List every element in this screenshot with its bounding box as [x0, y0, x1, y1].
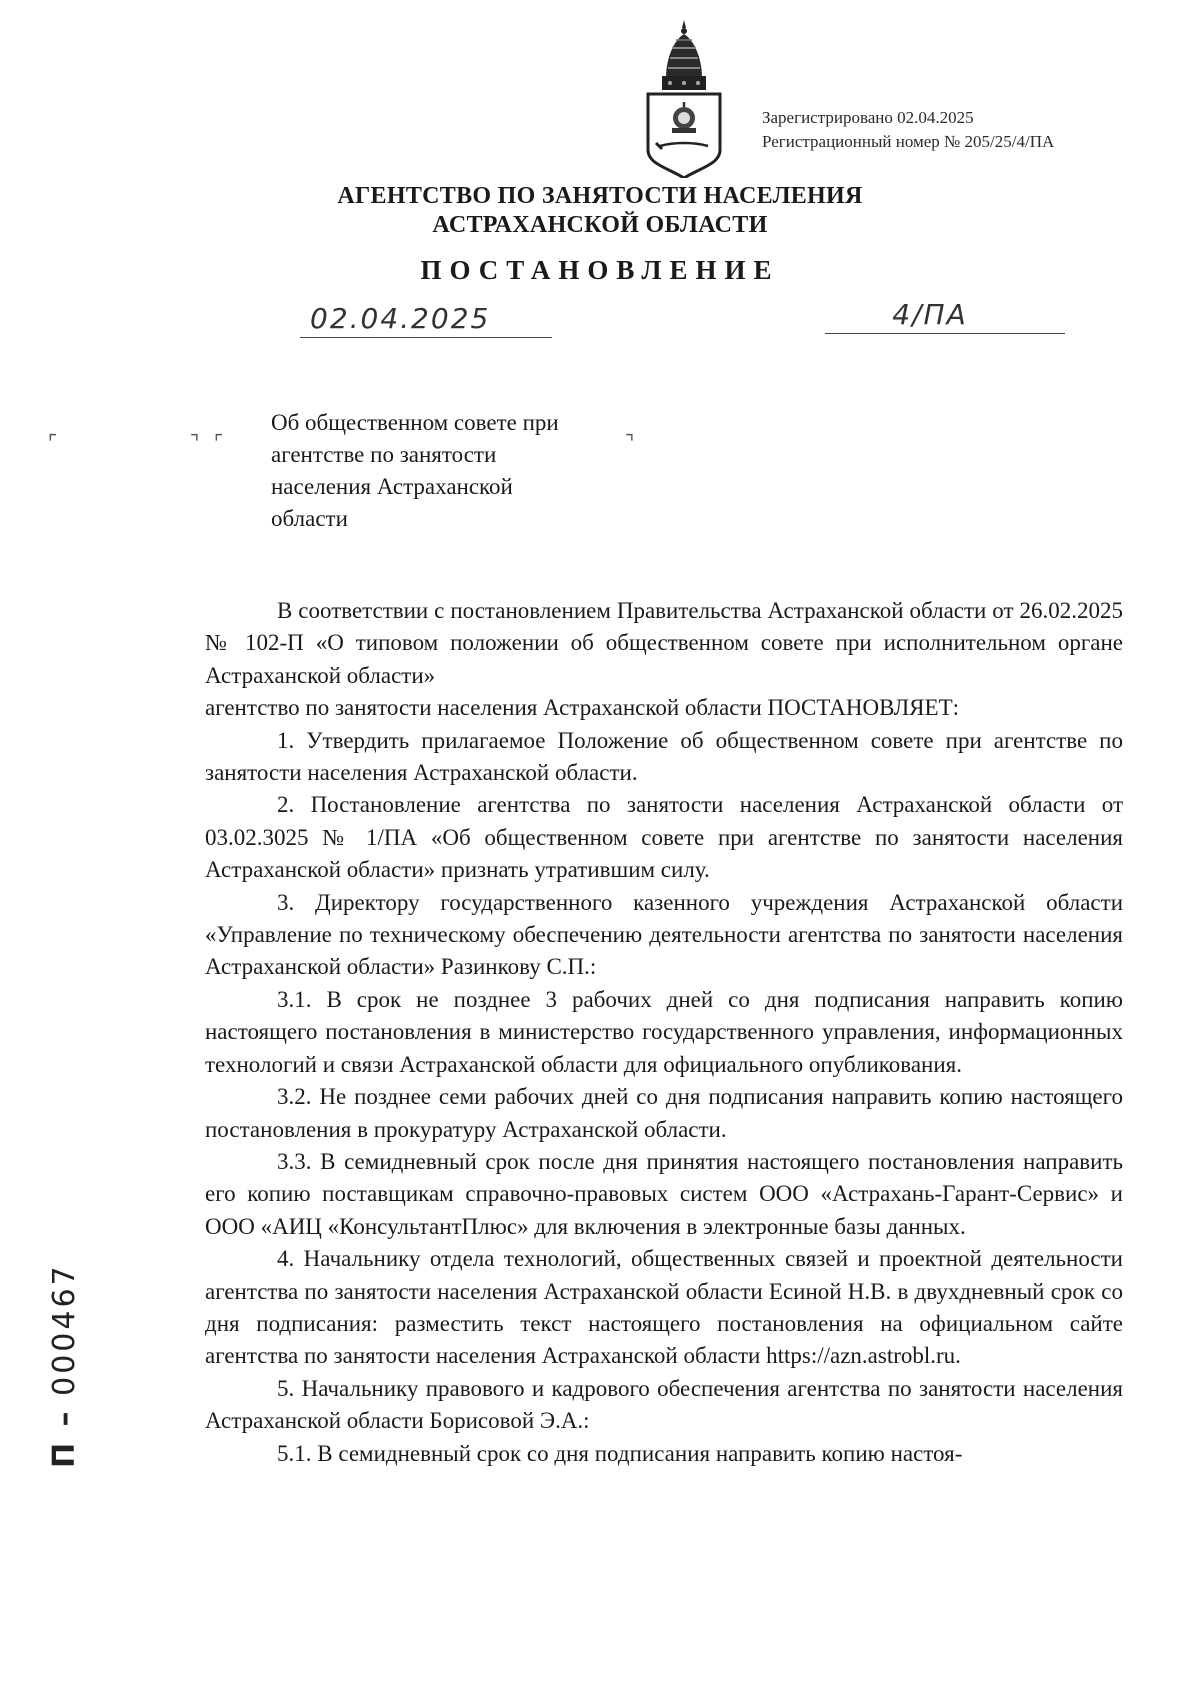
clause-5-1: 5.1. В семидневный срок со дня подписания направить копию настоя-: [277, 1440, 963, 1466]
corner-mark-middle-left: ⌜: [214, 430, 224, 454]
preamble-paragraph: В соответствии с постановлением Правительства Астраханской области от 26.02.2025 № 102-П «О типовом положении об общественном совете при исполнительном органе Астраханской области»: [205, 598, 1123, 688]
registration-number: Регистрационный номер № 205/25/4/ПА: [762, 132, 1055, 151]
registration-date: Зарегистрировано 02.04.2025: [762, 108, 974, 127]
handwritten-date: 02.04.2025: [300, 302, 552, 338]
clause-3: 3. Директору государственного казенного учреждения Астраханской области «Управление по техническому обеспечению деятельности агентства по занятости населения Астраханской области» Разинкову С.П.:: [205, 889, 1123, 980]
corner-mark-middle-right: ⌝: [190, 430, 200, 454]
clause-2: 2. Постановление агентства по занятости населения Астраханской области от 03.02.3025 № 1/ПА «Об общественном совете при агентстве по занятости населения Астраханской области» признать утратившим силу.: [205, 792, 1123, 883]
clause-4: 4. Начальнику отдела технологий, общественных связей и проектной деятельности агентства по занятости населения Астраханской области Есиной Н.В. в двухдневный срок со дня подписания: разместить текст настоящего постановления на официальном сайте агентства по занятости населения Астраханской области https://azn.astrobl.ru.: [205, 1246, 1123, 1369]
document-body: [205, 595, 1123, 1470]
clause-3-3: 3.3. В семидневный срок после дня принятия настоящего постановления направить его копию поставщикам справочно-правовых систем ООО «Астрахань-Гарант-Сервис» и ООО «АИЦ «КонсультантПлюс» для включения в электронные базы данных.: [205, 1148, 1123, 1239]
subject-line: агентстве по занятости: [271, 442, 497, 467]
agency-name-line1: АГЕНТСТВО ПО ЗАНЯТОСТИ НАСЕЛЕНИЯ: [337, 183, 863, 209]
serial-value: 000467: [47, 1263, 82, 1396]
clause-3-1: 3.1. В срок не позднее 3 рабочих дней со дня подписания направить копию настоящего постановления в министерство государственного управления, информационных технологий и связи Астраханской области для официального опубликования.: [205, 986, 1123, 1077]
handwritten-document-number: 4/ПА: [825, 298, 1065, 334]
subject-line: населения Астраханской: [271, 474, 513, 499]
resolves-line: агентство по занятости населения Астраханской области ПОСТАНОВЛЯЕТ:: [205, 695, 960, 721]
corner-mark-left: ⌜: [48, 430, 58, 454]
clause-3-2: 3.2. Не позднее семи рабочих дней со дня подписания направить копию настоящего постановления в прокуратуру Астраханской области.: [205, 1084, 1123, 1142]
form-serial-number: [47, 1263, 82, 1468]
coat-of-arms-icon: [640, 18, 728, 178]
clause-5: 5. Начальнику правового и кадрового обеспечения агентства по занятости населения Астраханской области Борисовой Э.А.:: [205, 1375, 1123, 1434]
serial-prefix: П –: [47, 1408, 82, 1468]
registration-stamp: [762, 106, 1054, 154]
corner-mark-right: ⌝: [625, 430, 635, 454]
subject-line: Об общественном совете при: [271, 410, 559, 435]
document-type-heading: ПОСТАНОВЛЕНИЕ: [420, 255, 780, 285]
agency-name-line2: АСТРАХАНСКОЙ ОБЛАСТИ: [432, 212, 768, 238]
clause-1: 1. Утвердить прилагаемое Положение об общественном совете при агентстве по занятости населения Астраханской области.: [205, 727, 1123, 786]
agency-name: [0, 182, 1200, 240]
subject-line: области: [271, 506, 348, 531]
document-subject: [271, 407, 641, 535]
